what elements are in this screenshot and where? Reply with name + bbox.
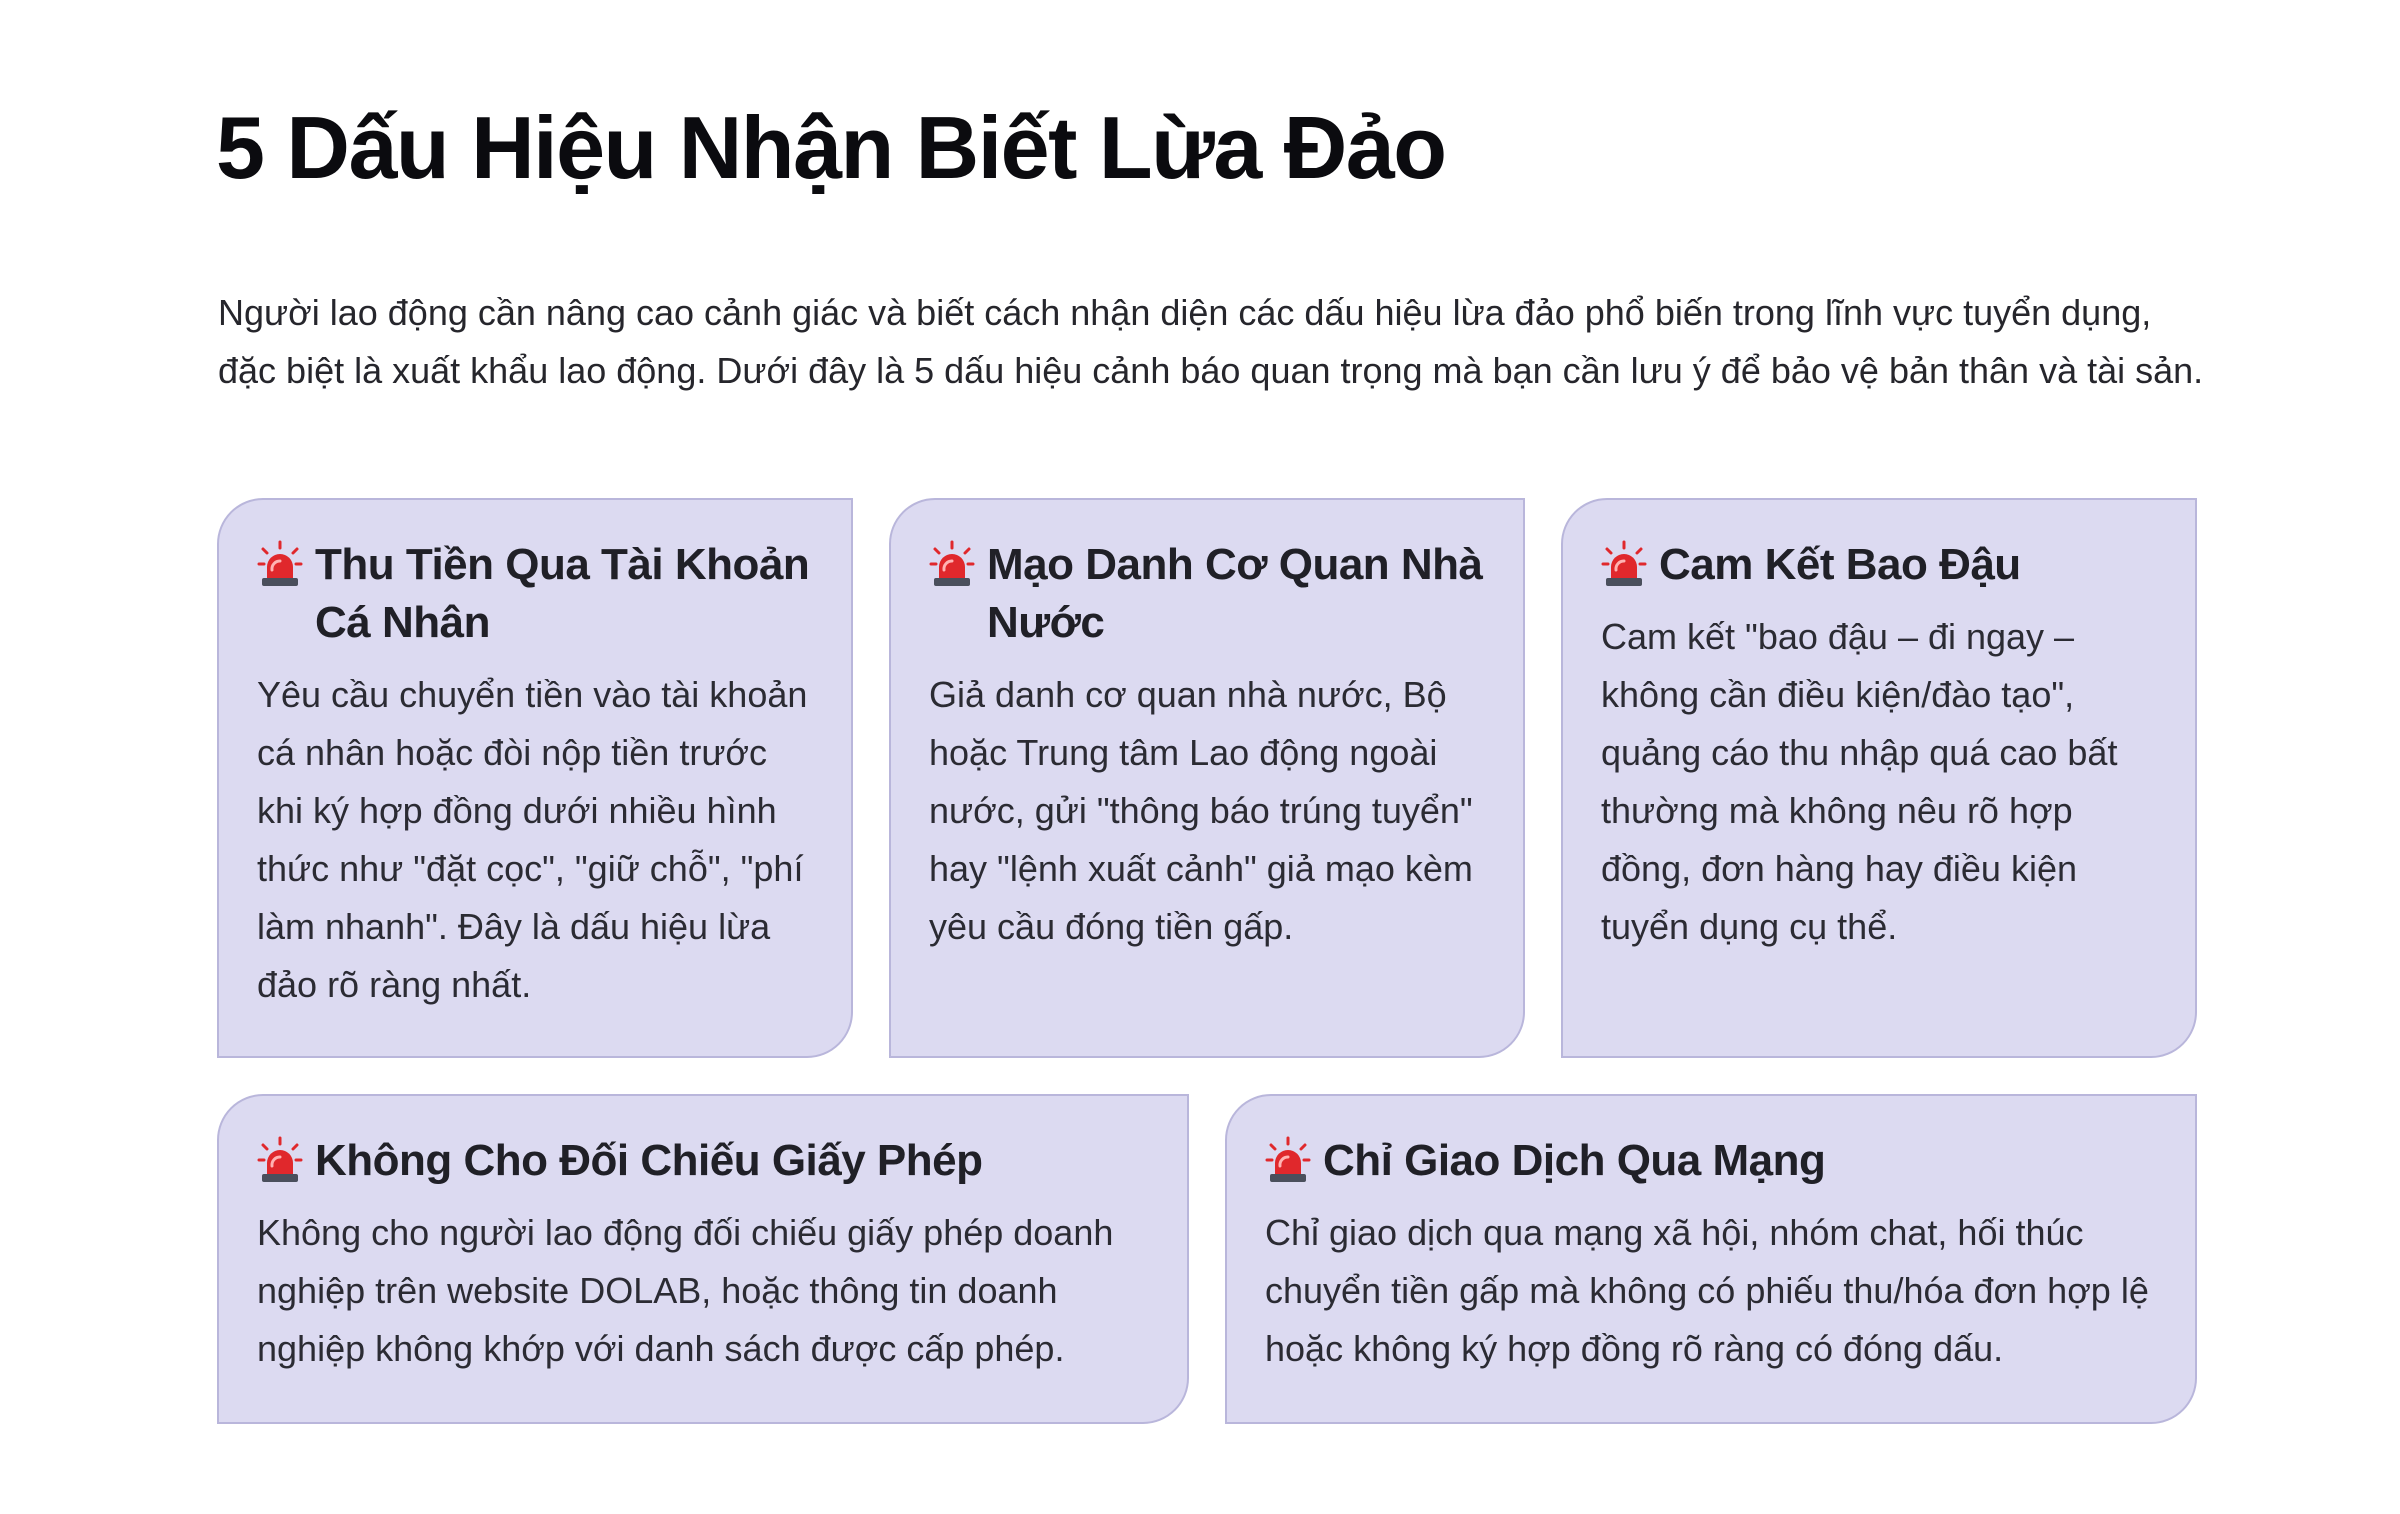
card-title: Không Cho Đối Chiếu Giấy Phép	[315, 1136, 983, 1185]
card-description: Giả danh cơ quan nhà nước, Bộ hoặc Trung tâm Lao động ngoài nước, gửi "thông báo trúng tuyển" hay "lệnh xuất cảnh" giả mạo kèm yêu cầu đóng tiền gấp.	[929, 674, 1473, 947]
siren-icon	[1265, 1132, 1311, 1190]
card-title-row	[929, 536, 1487, 652]
siren-icon	[1601, 536, 1647, 594]
card-title: Thu Tiền Qua Tài Khoản Cá Nhân	[315, 540, 810, 647]
siren-icon	[257, 1132, 303, 1190]
card-title: Mạo Danh Cơ Quan Nhà Nước	[987, 540, 1483, 647]
card-title: Chỉ Giao Dịch Qua Mạng	[1323, 1136, 1826, 1185]
warning-card-no-license-check	[217, 1094, 1189, 1424]
card-title-row	[257, 536, 815, 652]
card-description: Yêu cầu chuyển tiền vào tài khoản cá nhân hoặc đòi nộp tiền trước khi ký hợp đồng dưới nhiều hình thức như "đặt cọc", "giữ chỗ", "phí làm nhanh". Đây là dấu hiệu lừa đảo rõ ràng nhất.	[257, 674, 808, 1005]
card-description: Cam kết "bao đậu – đi ngay – không cần điều kiện/đào tạo", quảng cáo thu nhập quá cao bất thường mà không nêu rõ hợp đồng, đơn hàng hay điều kiện tuyển dụng cụ thể.	[1601, 616, 2118, 947]
warning-card-guaranteed-pass	[1561, 498, 2197, 1058]
card-title-row	[1601, 536, 2159, 594]
warning-card-online-only	[1225, 1094, 2197, 1424]
warning-card-personal-account	[217, 498, 853, 1058]
card-description: Chỉ giao dịch qua mạng xã hội, nhóm chat, hối thúc chuyển tiền gấp mà không có phiếu thu/hóa đơn hợp lệ hoặc không ký hợp đồng rõ ràng có đóng dấu.	[1265, 1212, 2149, 1369]
siren-icon	[257, 536, 303, 594]
card-title-row	[1265, 1132, 2159, 1190]
card-title: Cam Kết Bao Đậu	[1659, 540, 2021, 589]
siren-icon	[929, 536, 975, 594]
page-title: 5 Dấu Hiệu Nhận Biết Lừa Đảo	[216, 98, 1446, 197]
card-title-row	[257, 1132, 1151, 1190]
card-description: Không cho người lao động đối chiếu giấy phép doanh nghiệp trên website DOLAB, hoặc thông tin doanh nghiệp không khớp với danh sách được cấp phép.	[257, 1212, 1114, 1369]
warning-card-impersonation	[889, 498, 1525, 1058]
intro-paragraph: Người lao động cần nâng cao cảnh giác và biết cách nhận diện các dấu hiệu lừa đảo phổ biến trong lĩnh vực tuyển dụng, đặc biệt là xuất khẩu lao động. Dưới đây là 5 dấu hiệu cảnh báo quan trọng mà bạn cần lưu ý để bảo vệ bản thân và tài sản.	[218, 292, 2204, 391]
